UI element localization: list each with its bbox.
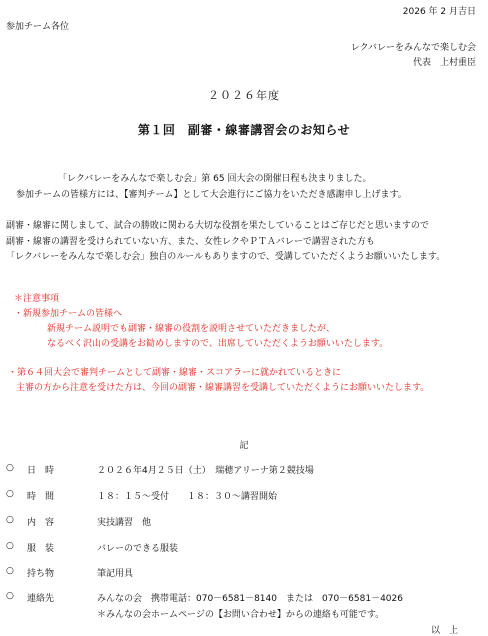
intro-line-1: 「レクバレーをみんなで楽しむ会」第 65 回大会の開催日程も決まりました。 — [58, 174, 372, 184]
detail-label-content: 内 容 — [27, 518, 55, 528]
detail-label-time: 時 間 — [27, 492, 55, 502]
detail-value-content: 実技講習 他 — [97, 518, 152, 528]
notes-item1-head: ・新規参加チームの皆様へ — [14, 309, 123, 319]
body-line-2: 副審・線審の講習を受けられていない方、また、女性レクやＰＴＡバレーで講習された方も — [6, 237, 375, 247]
detail-label-contact: 連絡先 — [27, 594, 55, 604]
body-line-3: 「レクバレーをみんなで楽しむ会」独自のルールもありますので、受講していただくようお願いいたします。 — [6, 252, 446, 262]
intro-line-2: 参加チームの皆様方には、【審判チーム】として大会進行にご協力をいただき感謝申し上げます。 — [16, 190, 407, 200]
contact-note: ＊みんなの会ホームページの【お問い合わせ】からの連絡も可能です。 — [97, 610, 385, 620]
detail-label-attire: 服 装 — [27, 544, 55, 554]
detail-mark: ○ — [6, 463, 14, 473]
notes-heading: ＊注意事項 — [14, 294, 60, 304]
detail-mark: ○ — [6, 591, 14, 601]
detail-mark: ○ — [6, 515, 14, 525]
detail-value-attire: バレーのできる服装 — [97, 544, 179, 554]
closing: 以 上 — [430, 626, 458, 636]
date: 2026 年 2 月吉日 — [402, 7, 476, 17]
fiscal-year: ２０２６年度 — [208, 89, 280, 102]
notes-item1-line-2: なるべく沢山の受講をお勧めしますので、出席していただくようお願いいたします。 — [47, 339, 389, 349]
detail-value-datetime: ２０２６年4月２５日（土） 瑞穂アリーナ第２競技場 — [97, 466, 314, 476]
detail-label-datetime: 日 時 — [27, 466, 55, 476]
detail-value-contact: みんなの会 携帯電話：070－6581－8140 または 070－6581－4026 — [97, 594, 403, 604]
addressee: 参加チーム各位 — [6, 22, 70, 32]
detail-value-time: １８：１５～受付 １８：３０～講習開始 — [97, 492, 278, 502]
detail-mark: ○ — [6, 489, 14, 499]
detail-mark: ○ — [6, 541, 14, 551]
page-title: 第１回 副審・線審講習会のお知らせ — [137, 123, 351, 137]
detail-mark: ○ — [6, 566, 14, 576]
detail-value-belongings: 筆記用具 — [97, 569, 134, 579]
organization-name: レクバレーをみんなで楽しむ会 — [350, 43, 476, 53]
body-line-1: 副審・線審に関しまして、試合の勝敗に関わる大切な役割を果たしていることはご存じだと思いますので — [6, 221, 429, 231]
notes-item2-line-1: ・第６４回大会で審判チームとして副審・線審・スコアラーに就かれているときに — [8, 368, 342, 378]
notes-item2-line-2: 主審の方から注意を受けた方は、今回の副審・線審講習を受講していただくようにお願いいたします。 — [16, 383, 430, 393]
notes-item1-line-1: 新規チーム説明でも副審・線審の役割を説明させていただきましたが、 — [47, 324, 336, 334]
ki-heading: 記 — [239, 441, 249, 451]
representative: 代表 上村重臣 — [412, 58, 476, 68]
detail-label-belongings: 持ち物 — [27, 569, 55, 579]
